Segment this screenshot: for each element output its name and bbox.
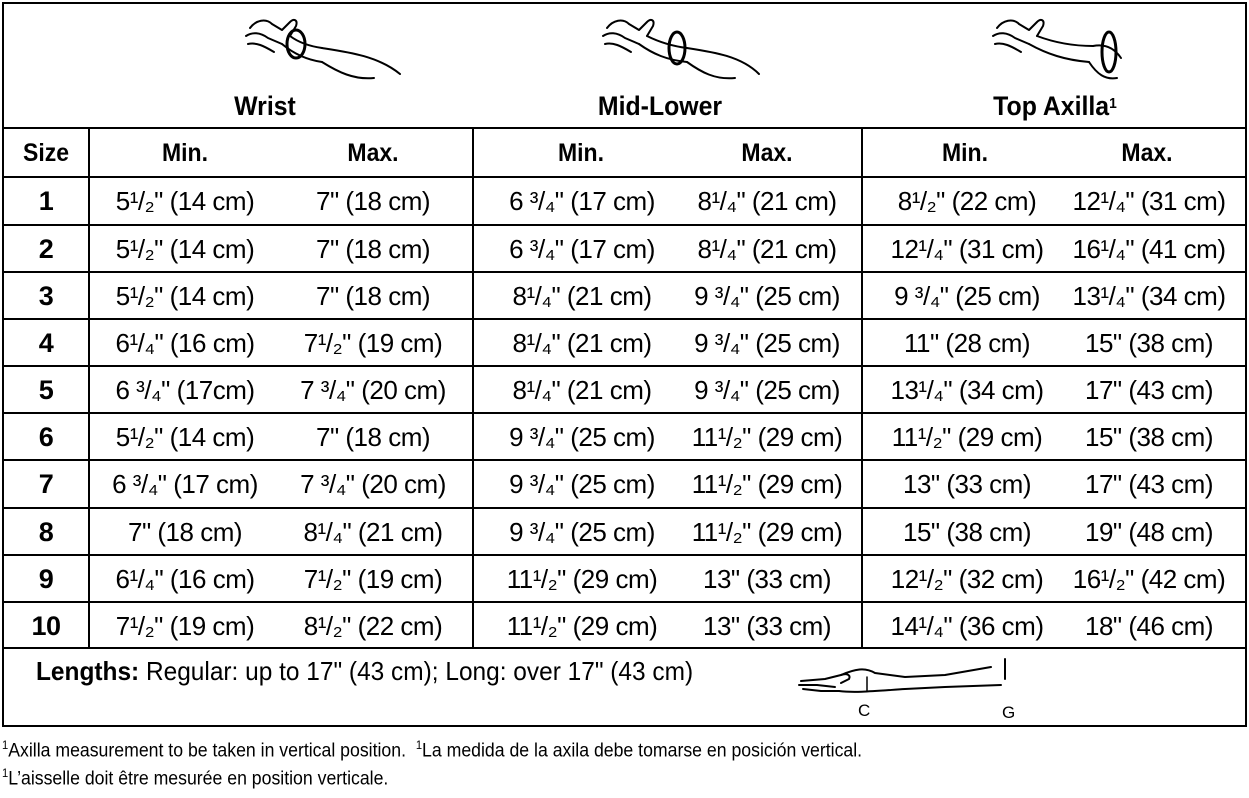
measurement-cell: 9 ³/₄" (25 cm) — [694, 328, 840, 358]
footnote-french: L’aisselle doit être mesurée en position verticale. — [8, 768, 389, 790]
measurement-cell: 14¹/₄" (36 cm) — [890, 611, 1044, 641]
header-wrist-max: Max. — [347, 139, 399, 167]
measurement-cell: 8¹/₄" (21 cm) — [512, 281, 652, 311]
measurement-cell: 6 ³/₄" (17 cm) — [112, 469, 258, 499]
measurement-cell: 6 ³/₄" (17cm) — [115, 375, 255, 405]
measurement-cell: 7" (18 cm) — [315, 422, 431, 452]
measurement-cell: 13" (33 cm) — [703, 611, 831, 641]
lengths-note — [36, 656, 693, 687]
footnote-spanish: La medida de la axila debe tomarse en posición vertical. — [422, 740, 863, 762]
measurement-cell: 7" (18 cm) — [315, 281, 431, 311]
measurement-cell: 7" (18 cm) — [315, 186, 431, 216]
size-column-divider — [88, 127, 90, 649]
measurement-cell: 11¹/₂" (29 cm) — [506, 564, 658, 594]
measurement-cell: 7 ³/₄" (20 cm) — [300, 469, 446, 499]
measurement-cell: 11¹/₂" (29 cm) — [506, 611, 658, 641]
size-cell: 1 — [38, 186, 54, 216]
measurement-cell: 17" (43 cm) — [1085, 375, 1213, 405]
size-cell: 5 — [38, 375, 54, 405]
size-cell: 7 — [38, 469, 54, 499]
group-label-mid-lower: Mid-Lower — [597, 91, 723, 121]
measurement-cell: 7¹/₂" (19 cm) — [115, 611, 255, 641]
measurement-cell: 9 ³/₄" (25 cm) — [694, 281, 840, 311]
group-label-wrist: Wrist — [234, 91, 296, 121]
measurement-cell: 13" (33 cm) — [703, 564, 831, 594]
measurement-cell: 9 ³/₄" (25 cm) — [509, 469, 655, 499]
measurement-cell: 12¹/₄" (31 cm) — [1072, 186, 1226, 216]
lengths-text: Regular: up to 17" (43 cm); Long: over 17" (43 cm) — [139, 656, 694, 686]
measurement-cell: 11¹/₂" (29 cm) — [691, 469, 843, 499]
measurement-cell: 13" (33 cm) — [903, 469, 1031, 499]
measurement-cell: 8¹/₂" (22 cm) — [897, 186, 1037, 216]
measurement-cell: 6 ³/₄" (17 cm) — [509, 234, 655, 264]
header-axilla-min: Min. — [942, 139, 988, 167]
header-wrist-min: Min. — [162, 139, 208, 167]
arm-length-icon — [795, 655, 1025, 705]
measurement-cell: 6 ³/₄" (17 cm) — [509, 186, 655, 216]
measurement-cell: 9 ³/₄" (25 cm) — [894, 281, 1040, 311]
measurement-cell: 17" (43 cm) — [1085, 469, 1213, 499]
measurement-cell: 11" (28 cm) — [903, 328, 1031, 358]
wrist-arm-icon — [238, 8, 408, 83]
measurement-cell: 8¹/₄" (21 cm) — [697, 186, 837, 216]
size-cell: 2 — [38, 234, 54, 264]
measurement-cell: 9 ³/₄" (25 cm) — [509, 422, 655, 452]
measurement-cell: 15" (38 cm) — [903, 517, 1031, 547]
size-cell: 8 — [38, 517, 54, 547]
measurement-cell: 12¹/₄" (31 cm) — [890, 234, 1044, 264]
measurement-cell: 5¹/₂" (14 cm) — [115, 186, 255, 216]
lengths-label: Lengths: — [36, 656, 140, 686]
measurement-cell: 11¹/₂" (29 cm) — [691, 517, 843, 547]
footnote-line-2: $^1$L’aisselle doit être mesurée en position verticale. — [2, 766, 389, 790]
measurement-cell: 5¹/₂" (14 cm) — [115, 422, 255, 452]
measurement-cell: 19" (48 cm) — [1085, 517, 1213, 547]
header-divider — [2, 127, 1247, 129]
header-axilla-max: Max. — [1121, 139, 1173, 167]
measurement-cell: 12¹/₂" (32 cm) — [890, 564, 1044, 594]
measurement-cell: 5¹/₂" (14 cm) — [115, 281, 255, 311]
measurement-cell: 6¹/₄" (16 cm) — [115, 564, 255, 594]
measurement-cell: 5¹/₂" (14 cm) — [115, 234, 255, 264]
measurement-cell: 8¹/₄" (21 cm) — [512, 328, 652, 358]
leg-point-c: C — [858, 701, 871, 720]
axilla-arm-icon — [985, 8, 1155, 83]
measurement-cell: 7 ³/₄" (20 cm) — [300, 375, 446, 405]
measurement-cell: 8¹/₄" (21 cm) — [303, 517, 443, 547]
size-cell: 9 — [38, 564, 54, 594]
measurement-cell: 8¹/₄" (21 cm) — [697, 234, 837, 264]
size-cell: 4 — [38, 328, 54, 358]
measurement-cell: 7¹/₂" (19 cm) — [303, 564, 443, 594]
measurement-cell: 7¹/₂" (19 cm) — [303, 328, 443, 358]
measurement-cell: 18" (46 cm) — [1085, 611, 1213, 641]
measurement-cell: 11¹/₂" (29 cm) — [691, 422, 843, 452]
measurement-cell: 11¹/₂" (29 cm) — [891, 422, 1043, 452]
midlower-arm-icon — [595, 8, 765, 83]
measurement-cell: 15" (38 cm) — [1085, 422, 1213, 452]
size-cell: 10 — [31, 611, 61, 641]
group-label-top-axilla: Top Axilla$^1$ — [993, 91, 1117, 121]
group-divider — [472, 127, 474, 649]
footnote-marker: 1 — [1109, 95, 1117, 112]
measurement-cell: 16¹/₄" (41 cm) — [1072, 234, 1226, 264]
measurement-cell: 13¹/₄" (34 cm) — [890, 375, 1044, 405]
leg-point-g: G — [1002, 703, 1016, 722]
header-size: Size — [22, 139, 70, 167]
measurement-cell: 13¹/₄" (34 cm) — [1072, 281, 1226, 311]
footnote-english: Axilla measurement to be taken in vertical position. — [8, 740, 406, 762]
size-cell: 3 — [38, 281, 54, 311]
group-divider — [861, 127, 863, 649]
footnote-line-1: $^1$Axilla measurement to be taken in vertical position. $^1$La medida de la axila debe tomarse en posición vertical. — [2, 738, 863, 762]
measurement-cell: 9 ³/₄" (25 cm) — [509, 517, 655, 547]
measurement-cell: 6¹/₄" (16 cm) — [115, 328, 255, 358]
size-cell: 6 — [38, 422, 54, 452]
measurement-cell: 9 ³/₄" (25 cm) — [694, 375, 840, 405]
measurement-cell: 16¹/₂" (42 cm) — [1072, 564, 1226, 594]
header-midlower-max: Max. — [741, 139, 793, 167]
measurement-cell: 7" (18 cm) — [127, 517, 243, 547]
measurement-cell: 8¹/₂" (22 cm) — [303, 611, 443, 641]
header-midlower-min: Min. — [558, 139, 604, 167]
measurement-cell: 15" (38 cm) — [1085, 328, 1213, 358]
measurement-cell: 8¹/₄" (21 cm) — [512, 375, 652, 405]
measurement-cell: 7" (18 cm) — [315, 234, 431, 264]
